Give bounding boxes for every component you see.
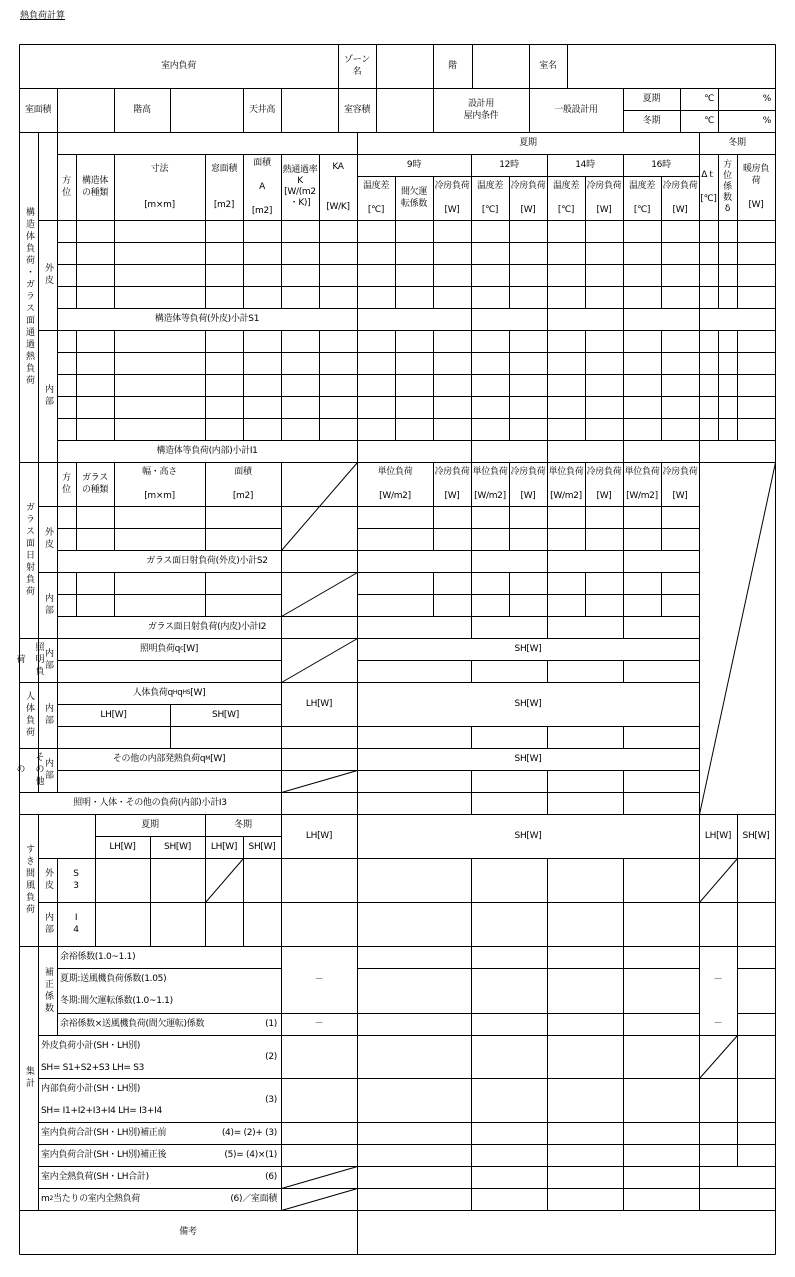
- glass-col-size: 幅・高さ [m×m]: [142, 467, 177, 501]
- ref-per-m2: (6)／室面積: [230, 1194, 277, 1204]
- ceiling-height-label: 天井高: [248, 105, 276, 115]
- ref-5: (5)= (4)×(1): [224, 1150, 277, 1160]
- crack-lh-label: LH[W]: [305, 831, 333, 841]
- glass-unit-load-12: 単位負荷 [W/m2]: [472, 467, 508, 501]
- per-m2-label: m 2 当たりの室内全熱負荷: [41, 1194, 141, 1204]
- crack-winter-heading: 冬期: [234, 820, 252, 830]
- diagonal-strike: [282, 1167, 358, 1189]
- col-temp-diff-16: 温度差 [℃]: [628, 181, 656, 215]
- correction-coef-label: 補正係数: [43, 966, 53, 1015]
- coef-dash-lh: －: [314, 974, 324, 985]
- remarks-field[interactable]: [357, 1210, 775, 1254]
- glass-cool-load-9: 冷房負荷 [W]: [434, 467, 470, 501]
- col-temp-diff-14: 温度差 [℃]: [552, 181, 580, 215]
- diagonal-strike: [282, 1189, 358, 1211]
- floor-area-field[interactable]: [57, 88, 114, 132]
- winter-heading: 冬期: [728, 138, 746, 148]
- page-title: 熱負荷計算: [20, 11, 66, 21]
- glass-col-direction: 方 位: [62, 473, 71, 495]
- glass-unit-load-9: 単位負荷 [W/m2]: [377, 467, 413, 501]
- glass-col-type: ガラス の種類: [81, 473, 109, 495]
- glass-unit-load-14: 単位負荷 [W/m2]: [548, 467, 584, 501]
- diagonal-strike: [700, 1036, 738, 1079]
- ref-2: (2): [265, 1051, 277, 1062]
- structure-outer-label: 外皮: [43, 263, 53, 287]
- ref-3: (3): [265, 1095, 277, 1105]
- product-dash-lh: －: [314, 1019, 324, 1029]
- coef-dash-winter: －: [713, 974, 723, 985]
- subtotal-s1: 構造体等負荷(外皮)小計S1: [154, 314, 260, 324]
- col-dimensions: 寸法 [m×m]: [144, 164, 175, 210]
- margin-coef-label: 余裕係数(1.0~1.1): [60, 952, 136, 962]
- inner-subtotal-label: 内部負荷小計(SH・LH別): [41, 1084, 141, 1094]
- glass-section-label: ガラス面日射負荷: [24, 502, 34, 598]
- col-cool-load-9: 冷房負荷 [W]: [434, 181, 470, 215]
- person-load-label: 人体負荷q H q HS [W]: [132, 688, 206, 698]
- col-intermittent-9: 間欠運 転係数: [400, 187, 428, 209]
- winter-temp-unit: ℃: [704, 116, 714, 126]
- zone-name-field[interactable]: [376, 44, 433, 88]
- lighting-section-label: 照明負荷: [14, 642, 44, 678]
- total-section-label: 集計: [24, 1066, 34, 1090]
- structure-section-label: 構造体負荷・ガラス面通過熱負荷: [24, 207, 34, 387]
- room-volume-field[interactable]: [376, 88, 433, 132]
- other-inner-label: 内部: [43, 758, 53, 782]
- subtotal-i1: 構造体等負荷(内部)小計I1: [156, 446, 258, 456]
- col-cool-load-12: 冷房負荷 [W]: [510, 181, 546, 215]
- subtotal-i3: 照明・人体・その他の負荷(内部)小計I3: [73, 798, 227, 808]
- floor-area-label: 室面積: [24, 105, 52, 115]
- lighting-load-label: 照明負荷q c [W]: [139, 644, 199, 654]
- col-window-area: 窓面積 [m2]: [210, 164, 238, 210]
- hour-16: 16時: [651, 160, 671, 170]
- person-sh-total-label: SH[W]: [514, 699, 542, 709]
- col-temp-diff-12: 温度差 [℃]: [476, 181, 504, 215]
- summer-humidity-unit: %: [762, 94, 771, 104]
- remarks-label: 備考: [179, 1227, 197, 1237]
- diagonal-strike: [700, 463, 776, 815]
- zone-name-label: ゾーン 名: [344, 55, 370, 77]
- diagonal-strike: [700, 859, 738, 903]
- crack-winter-lh: LH[W]: [210, 842, 238, 852]
- col-heat-transmission: 熱通過率 K [W/(m2 ・K)]: [282, 165, 318, 208]
- ref-1: (1): [265, 1019, 277, 1029]
- room-volume-label: 室容積: [343, 105, 371, 115]
- summer-heading: 夏期: [519, 138, 537, 148]
- diagonal-strike: [282, 639, 358, 683]
- intermittent-coef-label: 冬期:間欠運転係数(1.0~1.1): [60, 996, 173, 1006]
- ceiling-height-field[interactable]: [281, 88, 338, 132]
- fan-coef-label: 夏期:送風機負荷係数(1.05): [60, 974, 167, 984]
- general-design-label: 一般設計用: [554, 105, 598, 115]
- total-heat-label: 室内全熱負荷(SH・LH合計): [41, 1172, 149, 1182]
- lighting-sh-label: SH[W]: [514, 644, 542, 654]
- col-structure-type: 構造体 の種類: [81, 176, 109, 198]
- winter-humidity-unit: %: [762, 116, 771, 126]
- structure-inner-label: 内部: [43, 384, 53, 408]
- person-sh-label: SH[W]: [212, 710, 239, 720]
- hour-12: 12時: [499, 160, 519, 170]
- ref-4: (4)= (2)+ (3): [221, 1128, 277, 1138]
- room-name-label: 室名: [539, 61, 557, 71]
- crack-section-label: すき間風負荷: [24, 844, 34, 916]
- crack-i4-label: I 4: [73, 913, 79, 935]
- product-coef-label: 余裕係数×送風機負荷(間欠運転)係数: [60, 1019, 205, 1029]
- other-load-label: その他の内部発熱負荷q M [W]: [112, 754, 226, 764]
- story-height-label: 階高: [133, 105, 151, 115]
- col-cool-load-14: 冷房負荷 [W]: [586, 181, 622, 215]
- outer-subtotal-label: 外皮負荷小計(SH・LH別): [41, 1041, 141, 1051]
- lighting-inner-label: 内部: [43, 648, 53, 672]
- hour-14: 14時: [575, 160, 595, 170]
- product-dash-winter: －: [713, 1019, 723, 1029]
- glass-inner-label: 内部: [43, 593, 53, 617]
- crack-sh-label: SH[W]: [514, 831, 542, 841]
- crack-s3-label: S 3: [73, 869, 79, 891]
- col-direction: 方 位: [62, 176, 71, 198]
- person-section-label: 人体負荷: [24, 691, 34, 739]
- crack-summer-sh: SH[W]: [164, 842, 191, 852]
- winter-label: 冬期: [642, 116, 661, 126]
- floor-field[interactable]: [472, 44, 529, 88]
- crack-outer-label: 外皮: [43, 868, 53, 892]
- subtotal-i2: ガラス面日射負荷(内皮)小計I2: [147, 622, 267, 632]
- story-height-field[interactable]: [170, 88, 243, 132]
- design-indoor-label: 設計用 屋内条件: [463, 99, 499, 121]
- inner-subtotal-formula: SH= I1+I2+I3+I4 LH= I3+I4: [41, 1106, 162, 1116]
- subtotal-s2: ガラス面日射負荷(外皮)小計S2: [146, 556, 268, 566]
- glass-outer-label: 外皮: [43, 527, 53, 551]
- total-before-label: 室内負荷合計(SH・LH別)補正前: [41, 1128, 167, 1138]
- other-sh-label: SH[W]: [514, 754, 542, 764]
- glass-cool-load-12: 冷房負荷 [W]: [510, 467, 546, 501]
- total-after-label: 室内負荷合計(SH・LH別)補正後: [41, 1150, 167, 1160]
- col-temp-diff-9: 温度差 [℃]: [362, 181, 390, 215]
- room-name-field[interactable]: [567, 44, 775, 88]
- ref-6: (6): [265, 1172, 277, 1182]
- glass-cool-load-14: 冷房負荷 [W]: [586, 467, 622, 501]
- person-lh-total-label: LH[W]: [305, 699, 333, 709]
- other-section-label: その他の: [14, 752, 44, 788]
- col-heat-load: 暖房負 荷 [W]: [742, 164, 770, 210]
- col-ka: KA [W/K]: [326, 162, 350, 212]
- diagonal-strike: [206, 859, 244, 903]
- crack-winter-sh-total: SH[W]: [742, 831, 770, 841]
- col-delta-t: Δｔ [℃]: [700, 170, 717, 204]
- person-lh-label: LH[W]: [100, 710, 127, 720]
- col-direction-coef: 方 位 係 数 δ: [723, 159, 732, 214]
- summer-temp-unit: ℃: [704, 94, 714, 104]
- crack-winter-lh-total: LH[W]: [704, 831, 732, 841]
- crack-inner-label: 内部: [43, 912, 53, 936]
- col-area: 面積 A [m2]: [251, 158, 273, 216]
- hour-9: 9時: [406, 160, 422, 170]
- room-load-heading: 室内負荷: [161, 61, 196, 71]
- glass-unit-load-16: 単位負荷 [W/m2]: [624, 467, 660, 501]
- diagonal-strike: [282, 771, 358, 793]
- diagonal-strike: [282, 573, 358, 617]
- glass-col-area: 面積 [m2]: [232, 467, 254, 501]
- summer-label: 夏期: [642, 94, 661, 104]
- col-cool-load-16: 冷房負荷 [W]: [662, 181, 698, 215]
- floor-label: 階: [448, 61, 457, 71]
- crack-summer-heading: 夏期: [141, 820, 159, 830]
- crack-summer-lh: LH[W]: [109, 842, 136, 852]
- person-inner-label: 内部: [43, 703, 53, 727]
- outer-subtotal-formula: SH= S1+S2+S3 LH= S3: [41, 1062, 145, 1073]
- crack-winter-sh: SH[W]: [248, 842, 276, 852]
- glass-cool-load-16: 冷房負荷 [W]: [662, 467, 698, 501]
